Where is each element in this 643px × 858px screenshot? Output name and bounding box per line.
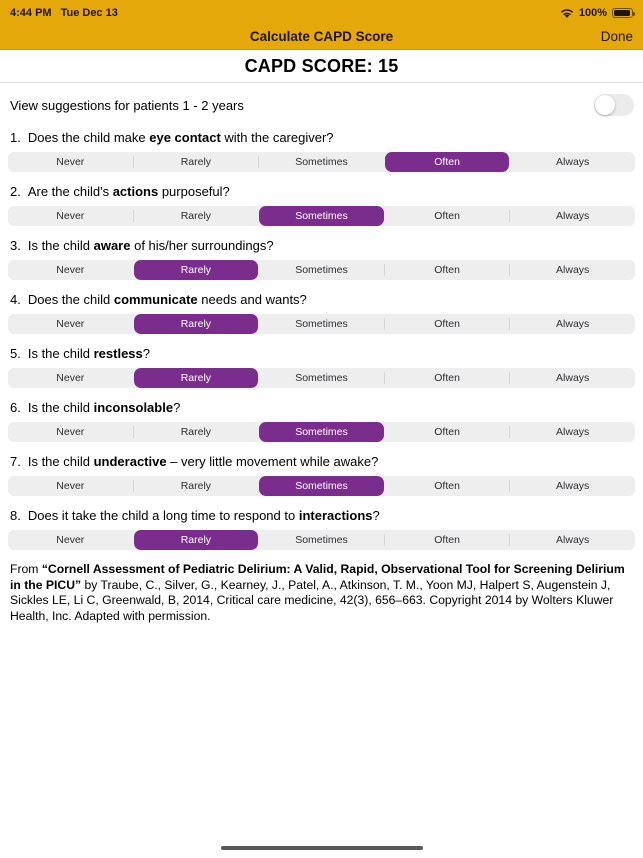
question-keyword: inconsolable: [93, 400, 174, 415]
question-suffix: ?: [173, 400, 181, 415]
segment-option-never[interactable]: Never: [56, 264, 85, 276]
score-title: CAPD SCORE: 15: [244, 55, 399, 76]
question-number: 5.: [10, 346, 21, 361]
question-number: 2.: [10, 184, 21, 199]
segmented-control: [8, 422, 635, 442]
question-number: 1.: [10, 130, 21, 145]
segment-option-never[interactable]: Never: [56, 534, 85, 546]
segment-option-never[interactable]: Never: [56, 426, 85, 438]
battery-icon: [612, 8, 633, 18]
question-block: [0, 346, 643, 388]
segment-option-never[interactable]: Never: [56, 156, 85, 168]
question-keyword: communicate: [113, 292, 198, 307]
question-text: [10, 238, 633, 253]
segment-option-sometimes[interactable]: Sometimes: [295, 264, 348, 276]
question-number: 3.: [10, 238, 21, 253]
top-bar: [0, 0, 643, 50]
question-text: [10, 508, 633, 523]
segment-option-sometimes[interactable]: Sometimes: [295, 318, 348, 330]
score-header: [0, 50, 643, 83]
question-suffix: of his/her surroundings?: [130, 238, 274, 253]
question-prefix: Is the child: [27, 400, 94, 415]
battery-percent: 100%: [578, 7, 607, 19]
citation-suffix: by Traube, C., Silver, G., Kearney, J., Patel, A., Atkinson, T. M., Yoon MJ, Halpert S, Augenstein J, Sickles LE, Li C, Greenwald, B, 2014, Critical care medicine, 42(3), 656–663. Copyright 2014 by Wolters Kluwer Health, Inc. Adapted with permission.: [10, 577, 614, 623]
question-suffix: – very little movement while awake?: [166, 454, 379, 469]
segmented-control: [8, 152, 635, 172]
wifi-icon: [560, 8, 574, 19]
segment-option-always[interactable]: Always: [556, 426, 590, 438]
question-block: [0, 508, 643, 550]
segment-option-sometimes[interactable]: Sometimes: [295, 534, 348, 546]
segment-option-sometimes[interactable]: Sometimes: [295, 156, 348, 168]
segment-option-sometimes[interactable]: Sometimes: [295, 372, 348, 384]
segment-option-often[interactable]: Often: [434, 534, 460, 546]
question-prefix: Does the child make: [27, 130, 150, 145]
question-text: [10, 454, 633, 469]
question-number: 7.: [10, 454, 21, 469]
suggestions-label: View suggestions for patients 1 - 2 years: [10, 97, 244, 113]
question-keyword: aware: [93, 238, 131, 253]
segment-option-sometimes[interactable]: Sometimes: [259, 476, 384, 496]
status-date: Tue Dec 13: [60, 7, 118, 19]
segment-option-often[interactable]: Often: [434, 372, 460, 384]
segmented-control: [8, 206, 635, 226]
question-block: [0, 292, 643, 334]
status-bar: [0, 0, 643, 23]
question-block: [0, 130, 643, 172]
segment-option-often[interactable]: Often: [385, 152, 510, 172]
segment-option-often[interactable]: Often: [434, 210, 460, 222]
segmented-control: [8, 314, 635, 334]
segment-option-rarely[interactable]: Rarely: [180, 210, 212, 222]
citation-title: “Cornell Assessment of Pediatric Delirium: A Valid, Rapid, Observational Tool for Screening Delirium in the PICU”: [10, 562, 625, 592]
segment-option-always[interactable]: Always: [556, 534, 590, 546]
segment-option-always[interactable]: Always: [556, 480, 590, 492]
question-block: [0, 400, 643, 442]
question-text: [10, 184, 633, 199]
segment-option-sometimes[interactable]: Sometimes: [259, 206, 384, 226]
question-prefix: Does it take the child a long time to respond to: [27, 508, 299, 523]
status-right: [560, 7, 633, 19]
status-left: [10, 7, 118, 19]
segmented-control: [8, 368, 635, 388]
suggestions-toggle[interactable]: [594, 94, 634, 116]
question-number: 8.: [10, 508, 21, 523]
segment-option-rarely[interactable]: Rarely: [180, 156, 212, 168]
segment-option-always[interactable]: Always: [556, 372, 590, 384]
question-prefix: Are the child's: [27, 184, 113, 199]
suggestions-row: [0, 83, 643, 127]
question-suffix: with the caregiver?: [220, 130, 334, 145]
question-suffix: purposeful?: [158, 184, 230, 199]
segment-option-never[interactable]: Never: [56, 372, 85, 384]
home-indicator[interactable]: [221, 846, 423, 850]
questions-list: [0, 127, 643, 550]
segment-option-always[interactable]: Always: [556, 210, 590, 222]
citation-text: [10, 562, 634, 624]
segment-option-rarely[interactable]: Rarely: [134, 368, 259, 388]
segment-option-rarely[interactable]: Rarely: [180, 426, 212, 438]
question-suffix: ?: [142, 346, 150, 361]
segment-option-never[interactable]: Never: [56, 480, 85, 492]
question-suffix: ?: [372, 508, 380, 523]
question-keyword: underactive: [93, 454, 167, 469]
question-block: [0, 184, 643, 226]
segment-option-always[interactable]: Always: [556, 156, 590, 168]
done-button[interactable]: Done: [601, 23, 633, 49]
question-keyword: restless: [93, 346, 143, 361]
segment-option-often[interactable]: Often: [434, 318, 460, 330]
segment-option-rarely[interactable]: Rarely: [134, 530, 259, 550]
question-block: [0, 454, 643, 496]
segmented-control: [8, 476, 635, 496]
segment-option-never[interactable]: Never: [56, 210, 85, 222]
question-suffix: needs and wants?: [197, 292, 307, 307]
segment-option-often[interactable]: Often: [434, 264, 460, 276]
question-number: 4.: [10, 292, 21, 307]
segmented-control: [8, 530, 635, 550]
segment-option-never[interactable]: Never: [56, 318, 85, 330]
question-text: [10, 400, 633, 415]
nav-title: Calculate CAPD Score: [249, 28, 394, 44]
segment-option-sometimes[interactable]: Sometimes: [259, 422, 384, 442]
segment-option-rarely[interactable]: Rarely: [134, 260, 259, 280]
question-text: [10, 130, 633, 145]
status-time: 4:44 PM: [10, 7, 52, 19]
nav-bar: [0, 23, 643, 49]
segment-option-often[interactable]: Often: [434, 426, 460, 438]
segment-option-always[interactable]: Always: [556, 318, 590, 330]
question-keyword: eye contact: [149, 130, 221, 145]
question-prefix: Is the child: [27, 346, 94, 361]
question-keyword: actions: [112, 184, 159, 199]
question-number: 6.: [10, 400, 21, 415]
segment-option-often[interactable]: Often: [434, 480, 460, 492]
segment-option-rarely[interactable]: Rarely: [180, 480, 212, 492]
question-text: [10, 346, 633, 361]
citation-prefix: From: [10, 562, 42, 576]
question-prefix: Is the child: [27, 454, 94, 469]
battery-fill: [614, 10, 630, 16]
segmented-control: [8, 260, 635, 280]
question-prefix: Does the child: [27, 292, 114, 307]
question-keyword: interactions: [298, 508, 373, 523]
question-block: [0, 238, 643, 280]
question-text: [10, 292, 633, 307]
toggle-knob: [595, 95, 615, 115]
question-prefix: Is the child: [27, 238, 94, 253]
segment-option-rarely[interactable]: Rarely: [134, 314, 259, 334]
segment-option-always[interactable]: Always: [556, 264, 590, 276]
